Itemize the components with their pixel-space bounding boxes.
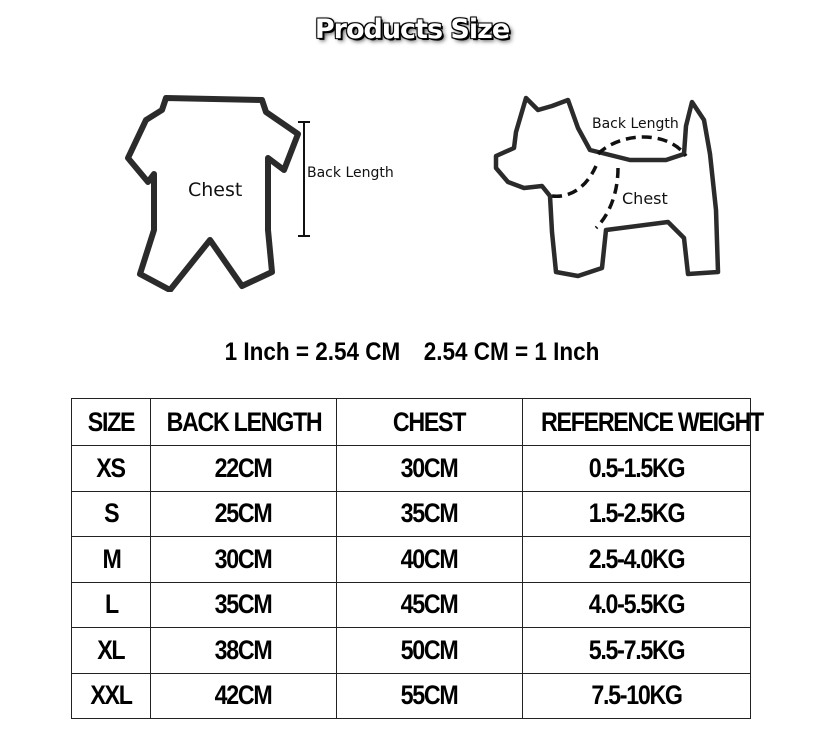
chest-cell: 40CM [337, 537, 523, 583]
weight-cell: 2.5-4.0KG [523, 537, 751, 583]
table-row [72, 537, 751, 583]
cm-to-inch-text: 2.54 CM = 1 Inch [423, 338, 600, 366]
back-length-cell: 42CM [151, 673, 337, 719]
garment-diagram [120, 92, 420, 292]
size-cell: L [72, 582, 151, 628]
chest-cell: 55CM [337, 673, 523, 719]
garment-back-length-label: Back Length [307, 165, 394, 181]
back-length-cell: 35CM [151, 582, 337, 628]
table-header-row [72, 399, 751, 446]
back-length-cell: 22CM [151, 446, 337, 492]
weight-cell: 4.0-5.5KG [523, 582, 751, 628]
weight-cell: 0.5-1.5KG [523, 446, 751, 492]
header-chest: CHEST [337, 399, 523, 446]
page-title: Products Size [314, 14, 510, 45]
header-size: SIZE [72, 399, 151, 446]
chest-cell: 45CM [337, 582, 523, 628]
dog-chest-label: Chest [622, 189, 668, 208]
inch-to-cm-text: 1 Inch = 2.54 CM [224, 338, 401, 366]
unit-conversion [41, 338, 783, 367]
back-length-cell: 38CM [151, 628, 337, 674]
chest-cell: 35CM [337, 491, 523, 537]
dog-back-length-label: Back Length [592, 116, 679, 132]
size-cell: S [72, 491, 151, 537]
table-row [72, 628, 751, 674]
size-cell: M [72, 537, 151, 583]
dog-diagram [490, 92, 730, 287]
table-row [72, 582, 751, 628]
header-reference-weight: REFERENCE WEIGHT [523, 399, 751, 446]
size-cell: XXL [72, 673, 151, 719]
size-cell: XL [72, 628, 151, 674]
table-row [72, 491, 751, 537]
header-back-length: BACK LENGTH [151, 399, 337, 446]
size-cell: XS [72, 446, 151, 492]
weight-cell: 1.5-2.5KG [523, 491, 751, 537]
size-table [71, 398, 763, 719]
back-length-cell: 25CM [151, 491, 337, 537]
chest-cell: 30CM [337, 446, 523, 492]
weight-cell: 5.5-7.5KG [523, 628, 751, 674]
weight-cell: 7.5-10KG [523, 673, 751, 719]
dog-chest-dashed-line [552, 166, 618, 228]
table-row [72, 673, 751, 719]
garment-chest-label: Chest [188, 179, 243, 201]
back-length-cell: 30CM [151, 537, 337, 583]
chest-cell: 50CM [337, 628, 523, 674]
table-row [72, 446, 751, 492]
